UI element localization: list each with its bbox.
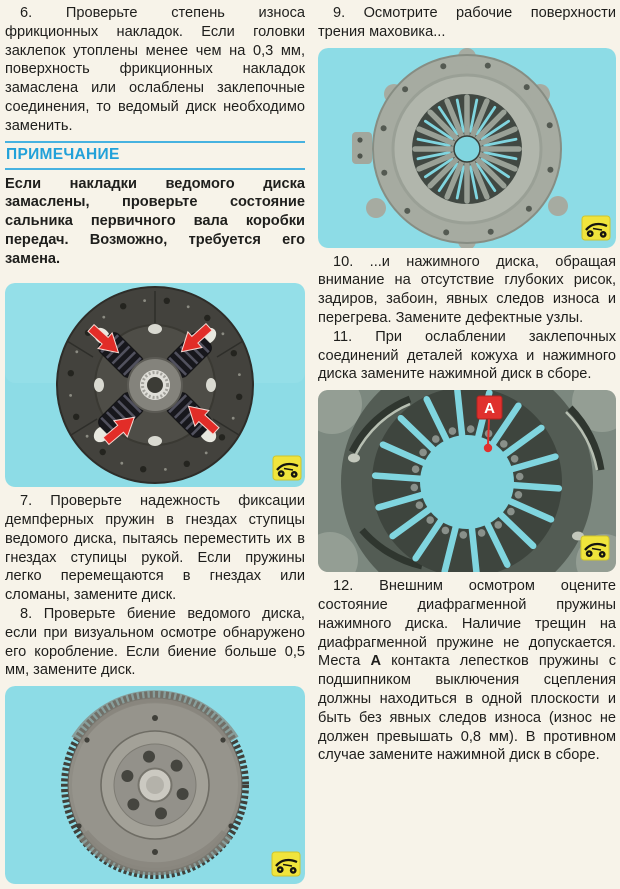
note-title: ПРИМЕЧАНИЕ	[6, 145, 120, 163]
left-column	[5, 4, 305, 889]
driven-disc-photo	[5, 283, 305, 487]
note-block	[5, 141, 305, 269]
note-body: Если накладки ведомого диска замаслены, проверьте состояние сальника первичного вала коробки передач. Возможно, требуется его замена.	[5, 175, 305, 267]
car-icon	[273, 456, 301, 480]
step-10-text: 10. ...и нажимного диска, обращая внимание на отсутствие глубоких рисок, задиров, забоин, явных следов износа и перегрева. Замените дефектные узлы.	[318, 253, 616, 326]
step-12-text	[318, 577, 616, 765]
step-12-bold-a: А	[370, 653, 381, 670]
step-11-text: 11. При ослаблении заклепочных соединений деталей кожуха и нажимного диска замените нажимной диск в сборе.	[318, 328, 616, 383]
step-12-text-end: контакта лепестков пружины с подшипником выключения сцепления должны находиться в одной плоскости и быть без явных следов износа (износ не должен превышать 0,8 мм). В противном случае замените нажимной диск в сборе.	[318, 653, 616, 764]
pressure-plate-photo	[318, 48, 616, 248]
step-8-text: 8. Проверьте биение ведомого диска, если при визуальном осмотре обнаружено его коробление. Если биение больше 0,5 мм, замените диск.	[5, 605, 305, 679]
step-6-text: 6. Проверьте степень износа фрикционных накладок. Если головки заклепок утоплены менее чем на 0,3 мм, поверхность фрикционных накладок замаслена или ослаблены заклепочные соединения, то ведомый диск необходимо заменить.	[5, 5, 305, 134]
note-rule-bottom	[5, 168, 305, 170]
car-icon	[581, 536, 609, 560]
step-12-text-start: 12. Внешним осмотром оцените состояние диафрагменной пружины нажимного диска. Наличие трещин на диафрагменной пружине не допускается. Места	[318, 578, 616, 670]
flywheel-photo	[5, 686, 305, 884]
step-7-text: 7. Проверьте надежность фиксации демпферных пружин в гнездах ступицы ведомого диска, пытаясь переместить их в гнездах ступицы рукой. Если пружины легко перемещаются в гнездах или сломаны, замените диск.	[5, 493, 305, 604]
marker-a-label: А	[484, 400, 495, 418]
right-column	[318, 4, 616, 889]
car-icon	[582, 216, 610, 240]
step-9-text: 9. Осмотрите рабочие поверхности трения маховика...	[318, 5, 616, 40]
car-icon	[272, 852, 300, 876]
diaphragm-spring-photo	[318, 390, 616, 572]
